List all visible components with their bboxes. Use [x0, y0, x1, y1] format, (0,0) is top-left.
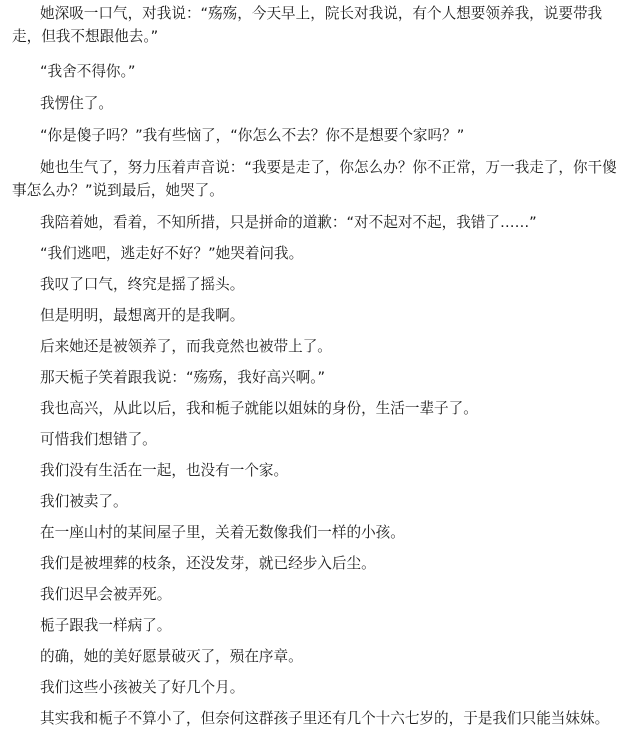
paragraph: 我愣住了。 — [40, 95, 113, 112]
paragraph: 我叹了口气，终究是摇了摇头。 — [40, 276, 245, 293]
paragraph: 那天栀子笑着跟我说：“殇殇，我好高兴啊。” — [40, 369, 326, 386]
paragraph: 在一座山村的某间屋子里，关着无数像我们一样的小孩。 — [40, 524, 405, 541]
paragraph: 我们被卖了。 — [40, 493, 128, 510]
paragraph: 但是明明，最想离开的是我啊。 — [40, 307, 245, 324]
paragraph: 她也生气了，努力压着声音说：“我要是走了，你怎么办？你不正常，万一我走了，你干傻事怎么办？”说到最后，她哭了。 — [12, 159, 617, 199]
paragraph: “我舍不得你。” — [40, 63, 136, 80]
paragraph: 我也高兴，从此以后，我和栀子就能以姐妹的身份，生活一辈子了。 — [40, 400, 478, 417]
paragraph: “你是傻子吗？”我有些恼了，“你怎么不去？你不是想要个家吗？” — [40, 127, 465, 144]
paragraph: 我陪着她，看着，不知所措，只是拼命的道歉：“对不起对不起，我错了……” — [40, 214, 537, 231]
paragraph: 我们迟早会被弄死。 — [40, 586, 172, 603]
paragraph: 后来她还是被领养了，而我竟然也被带上了。 — [40, 338, 332, 355]
paragraph: 其实我和栀子不算小了，但奈何这群孩子里还有几个十六七岁的，于是我们只能当妹妹。 — [40, 710, 610, 727]
paragraph: 我们这些小孩被关了好几个月。 — [40, 679, 245, 696]
paragraph: 栀子跟我一样病了。 — [40, 617, 172, 634]
paragraph: 我们是被埋葬的枝条，还没发芽，就已经步入后尘。 — [40, 555, 376, 572]
paragraph: 她深吸一口气，对我说：“殇殇，今天早上，院长对我说，有个人想要领养我，说要带我走，但我不想跟他去。” — [12, 5, 603, 45]
paragraph: “我们逃吧，逃走好不好？”她哭着问我。 — [40, 245, 304, 262]
paragraph: 的确，她的美好愿景破灭了，殒在序章。 — [40, 648, 303, 665]
paragraph: 可惜我们想错了。 — [40, 431, 157, 448]
article-body — [12, 0, 630, 730]
paragraph: 我们没有生活在一起，也没有一个家。 — [40, 462, 289, 479]
